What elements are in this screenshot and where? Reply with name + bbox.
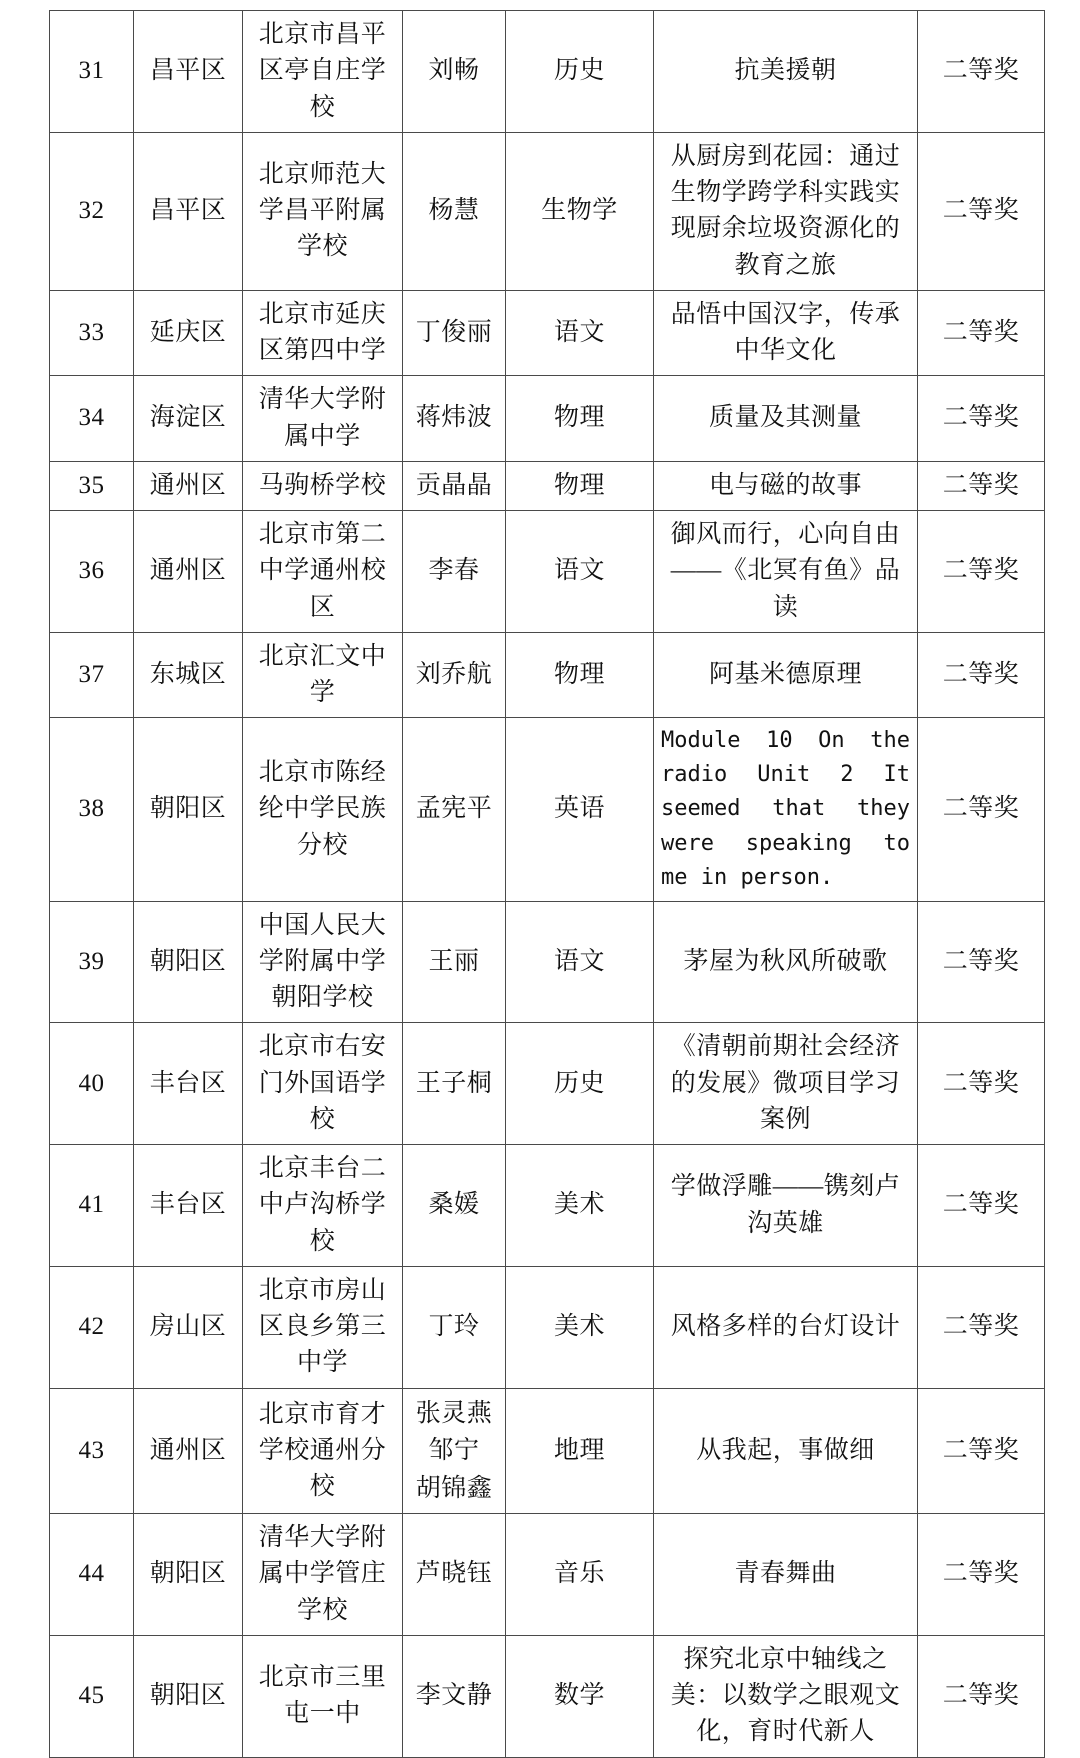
cell-teacher: 刘畅 <box>403 11 506 133</box>
table-row <box>50 901 1045 1023</box>
cell-teacher: 丁俊丽 <box>403 290 506 376</box>
table-row <box>50 1635 1045 1757</box>
table-row <box>50 1388 1045 1514</box>
cell-teacher <box>403 1388 506 1514</box>
cell-subject: 美术 <box>506 1266 654 1388</box>
cell-title: 探究北京中轴线之美：以数学之眼观文化，育时代新人 <box>654 1635 918 1757</box>
table-row <box>50 132 1045 290</box>
cell-school: 北京市昌平区亭自庄学校 <box>243 11 403 133</box>
cell-teacher: 王子桐 <box>403 1023 506 1145</box>
cell-index: 45 <box>50 1635 134 1757</box>
cell-school: 北京市房山区良乡第三中学 <box>243 1266 403 1388</box>
cell-title: 从厨房到花园：通过生物学跨学科实践实现厨余垃圾资源化的教育之旅 <box>654 132 918 290</box>
cell-index: 39 <box>50 901 134 1023</box>
cell-district: 丰台区 <box>134 1145 243 1267</box>
cell-subject: 语文 <box>506 901 654 1023</box>
cell-teacher: 芦晓钰 <box>403 1514 506 1636</box>
cell-index: 41 <box>50 1145 134 1267</box>
cell-subject: 历史 <box>506 1023 654 1145</box>
cell-index: 40 <box>50 1023 134 1145</box>
table-row <box>50 632 1045 718</box>
cell-school: 北京市右安门外国语学校 <box>243 1023 403 1145</box>
cell-award: 二等奖 <box>918 376 1045 462</box>
cell-title: 品悟中国汉字，传承中华文化 <box>654 290 918 376</box>
table-row <box>50 11 1045 133</box>
cell-subject: 语文 <box>506 290 654 376</box>
cell-district: 丰台区 <box>134 1023 243 1145</box>
cell-title: 电与磁的故事 <box>654 461 918 510</box>
cell-school: 马驹桥学校 <box>243 461 403 510</box>
cell-subject: 英语 <box>506 718 654 901</box>
cell-district: 朝阳区 <box>134 1514 243 1636</box>
cell-title: 风格多样的台灯设计 <box>654 1266 918 1388</box>
cell-district: 通州区 <box>134 511 243 633</box>
table-row <box>50 461 1045 510</box>
cell-district: 房山区 <box>134 1266 243 1388</box>
cell-index: 31 <box>50 11 134 133</box>
cell-teacher: 桑媛 <box>403 1145 506 1267</box>
cell-subject: 数学 <box>506 1635 654 1757</box>
cell-school: 北京市育才学校通州分校 <box>243 1388 403 1514</box>
cell-award: 二等奖 <box>918 1023 1045 1145</box>
cell-teacher: 丁玲 <box>403 1266 506 1388</box>
cell-award: 二等奖 <box>918 632 1045 718</box>
cell-teacher: 孟宪平 <box>403 718 506 901</box>
table-row <box>50 290 1045 376</box>
cell-award: 二等奖 <box>918 1266 1045 1388</box>
cell-district: 朝阳区 <box>134 1635 243 1757</box>
cell-index: 33 <box>50 290 134 376</box>
cell-district: 东城区 <box>134 632 243 718</box>
cell-award: 二等奖 <box>918 1635 1045 1757</box>
cell-teacher: 李文静 <box>403 1635 506 1757</box>
cell-teacher: 杨慧 <box>403 132 506 290</box>
award-table-body <box>50 11 1045 1758</box>
table-row <box>50 1266 1045 1388</box>
cell-district: 朝阳区 <box>134 901 243 1023</box>
award-table-wrapper <box>49 10 1044 1758</box>
cell-school: 清华大学附属中学管庄学校 <box>243 1514 403 1636</box>
cell-teacher: 贡晶晶 <box>403 461 506 510</box>
table-row <box>50 1145 1045 1267</box>
cell-award: 二等奖 <box>918 718 1045 901</box>
cell-title: 茅屋为秋风所破歌 <box>654 901 918 1023</box>
cell-index: 44 <box>50 1514 134 1636</box>
cell-line: 邹宁 <box>428 1437 480 1465</box>
cell-subject: 物理 <box>506 376 654 462</box>
cell-teacher: 蒋炜波 <box>403 376 506 462</box>
cell-subject: 物理 <box>506 632 654 718</box>
cell-award: 二等奖 <box>918 461 1045 510</box>
cell-district: 延庆区 <box>134 290 243 376</box>
cell-title: 阿基米德原理 <box>654 632 918 718</box>
cell-district: 昌平区 <box>134 132 243 290</box>
cell-award: 二等奖 <box>918 901 1045 1023</box>
cell-school: 北京师范大学昌平附属学校 <box>243 132 403 290</box>
cell-school: 清华大学附属中学 <box>243 376 403 462</box>
table-row <box>50 376 1045 462</box>
cell-subject: 语文 <box>506 511 654 633</box>
cell-title: 学做浮雕——镌刻卢沟英雄 <box>654 1145 918 1267</box>
cell-line: 张灵燕 <box>415 1399 493 1427</box>
cell-school: 中国人民大学附属中学朝阳学校 <box>243 901 403 1023</box>
cell-award: 二等奖 <box>918 290 1045 376</box>
cell-index: 42 <box>50 1266 134 1388</box>
cell-teacher: 王丽 <box>403 901 506 1023</box>
cell-title: 从我起，事做细 <box>654 1388 918 1514</box>
cell-index: 35 <box>50 461 134 510</box>
cell-title: Module 10 On the radio Unit 2 It seemed that they were speaking to me in person. <box>654 718 918 901</box>
cell-subject: 音乐 <box>506 1514 654 1636</box>
cell-index: 32 <box>50 132 134 290</box>
table-row <box>50 511 1045 633</box>
cell-district: 海淀区 <box>134 376 243 462</box>
cell-subject: 历史 <box>506 11 654 133</box>
cell-school: 北京汇文中学 <box>243 632 403 718</box>
cell-index: 38 <box>50 718 134 901</box>
table-row <box>50 1023 1045 1145</box>
cell-award: 二等奖 <box>918 11 1045 133</box>
cell-award: 二等奖 <box>918 132 1045 290</box>
cell-district: 通州区 <box>134 1388 243 1514</box>
cell-school: 北京市第二中学通州校区 <box>243 511 403 633</box>
table-row <box>50 1514 1045 1636</box>
cell-index: 43 <box>50 1388 134 1514</box>
cell-teacher: 李春 <box>403 511 506 633</box>
cell-school: 北京市三里屯一中 <box>243 1635 403 1757</box>
cell-index: 37 <box>50 632 134 718</box>
cell-school: 北京市陈经纶中学民族分校 <box>243 718 403 901</box>
cell-subject: 物理 <box>506 461 654 510</box>
cell-title: 青春舞曲 <box>654 1514 918 1636</box>
cell-award: 二等奖 <box>918 1514 1045 1636</box>
cell-district: 昌平区 <box>134 11 243 133</box>
cell-title: 抗美援朝 <box>654 11 918 133</box>
cell-school: 北京丰台二中卢沟桥学校 <box>243 1145 403 1267</box>
award-table <box>49 10 1045 1758</box>
cell-line: 胡锦鑫 <box>415 1474 493 1502</box>
cell-title: 《清朝前期社会经济的发展》微项目学习案例 <box>654 1023 918 1145</box>
cell-title: 质量及其测量 <box>654 376 918 462</box>
cell-index: 36 <box>50 511 134 633</box>
cell-index: 34 <box>50 376 134 462</box>
cell-subject: 地理 <box>506 1388 654 1514</box>
cell-teacher: 刘乔航 <box>403 632 506 718</box>
cell-title: 御风而行，心向自由——《北冥有鱼》品读 <box>654 511 918 633</box>
cell-award: 二等奖 <box>918 1388 1045 1514</box>
cell-district: 通州区 <box>134 461 243 510</box>
cell-award: 二等奖 <box>918 1145 1045 1267</box>
cell-award: 二等奖 <box>918 511 1045 633</box>
cell-school: 北京市延庆区第四中学 <box>243 290 403 376</box>
table-row <box>50 718 1045 901</box>
cell-subject: 生物学 <box>506 132 654 290</box>
cell-subject: 美术 <box>506 1145 654 1267</box>
cell-district: 朝阳区 <box>134 718 243 901</box>
